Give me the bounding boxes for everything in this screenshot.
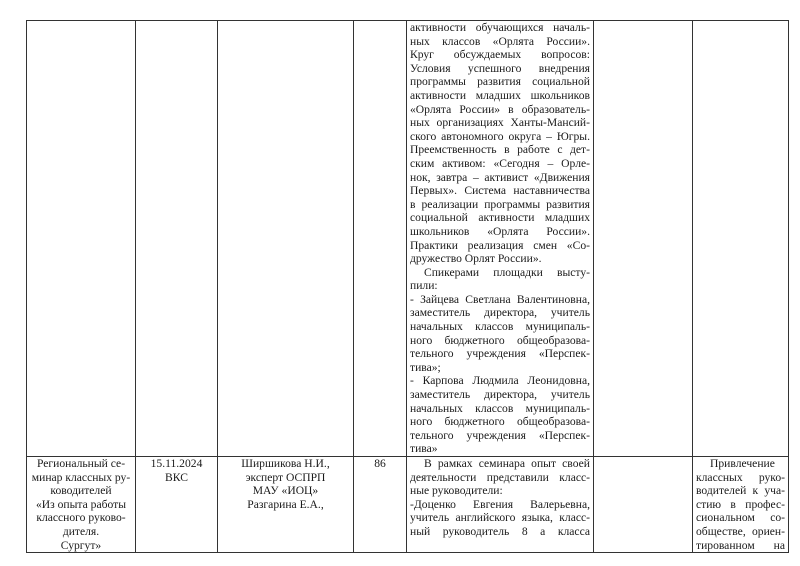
text-line: дителя. bbox=[62, 524, 100, 538]
text-line: Разгарина Е.А., bbox=[247, 497, 324, 511]
text-line: классного руково- bbox=[36, 511, 126, 525]
text-line: минар классных ру- bbox=[31, 470, 131, 484]
cell-date bbox=[136, 21, 218, 457]
cell-result bbox=[693, 457, 789, 553]
table-row bbox=[27, 21, 789, 457]
text-line: «Из опыта работы bbox=[35, 497, 127, 511]
text-line: ный руководитель 8 а класса bbox=[410, 524, 590, 538]
text-line: ных организациях Ханты-Мансий- bbox=[410, 116, 590, 130]
text-line: Региональный се- bbox=[36, 457, 126, 470]
text-line: активности младших школьников bbox=[410, 88, 590, 102]
cell-participants bbox=[354, 457, 407, 553]
text-line: Круг обсуждаемых вопросов: bbox=[410, 48, 590, 62]
content-lines bbox=[410, 21, 590, 456]
text-line: «Орлята России» в образователь- bbox=[410, 102, 590, 116]
cell-content bbox=[407, 21, 594, 457]
text-line: В рамках семинара опыт своей bbox=[424, 457, 590, 470]
participants-count: 86 bbox=[374, 457, 386, 470]
text-line: ководителей bbox=[50, 484, 112, 498]
text-line: ского автономного округа – Югры. bbox=[410, 129, 590, 143]
text-line: - Карпова Людмила Леонидовна, bbox=[410, 374, 590, 388]
events-table bbox=[26, 20, 789, 553]
text-line: Условия успешного внедрения bbox=[410, 61, 590, 75]
text-line: Практики реализация смен «Со- bbox=[410, 238, 590, 252]
cell-organizers bbox=[218, 457, 354, 553]
text-line: нок, завтра – активист «Движения bbox=[410, 170, 590, 184]
text-line: 15.11.2024 bbox=[150, 457, 203, 470]
text-line: водителей к уча- bbox=[696, 484, 785, 498]
cell-empty bbox=[594, 21, 693, 457]
text-line: Привлечение bbox=[710, 457, 775, 470]
text-line: активности обучающихся началь- bbox=[410, 21, 590, 34]
text-line: МАУ «ИОЦ» bbox=[252, 484, 319, 498]
text-line: пили: bbox=[410, 279, 438, 293]
text-line: в реализации программы развития bbox=[410, 197, 590, 211]
text-line: Первых». Система наставничества bbox=[410, 184, 590, 198]
text-line: начальных классов муниципаль- bbox=[410, 401, 590, 415]
cell-date bbox=[136, 457, 218, 553]
text-line: обществе, ориен- bbox=[696, 524, 785, 538]
cell-result bbox=[693, 21, 789, 457]
text-line: сиональном со- bbox=[696, 511, 785, 525]
text-line: тельного учреждения «Перспек- bbox=[410, 428, 590, 442]
text-line: ных классов «Орлята России». bbox=[410, 34, 590, 48]
text-line: социальной активности младших bbox=[410, 211, 590, 225]
cell-content bbox=[407, 457, 594, 553]
text-line: ВКС bbox=[165, 470, 188, 484]
text-line: - Зайцева Светлана Валентиновна, bbox=[410, 292, 590, 306]
text-line: программы развития социальной bbox=[410, 75, 590, 89]
text-line: эксперт ОСПРП bbox=[245, 470, 326, 484]
cell-empty bbox=[594, 457, 693, 553]
text-line: Ширшикова Н.И., bbox=[241, 457, 330, 470]
text-line: учитель английского языка, класс- bbox=[410, 511, 590, 525]
text-line: тированном на bbox=[696, 538, 785, 552]
text-line: деятельности представили класс- bbox=[410, 470, 590, 484]
text-line: тива»; bbox=[410, 360, 441, 374]
text-line: классных руко- bbox=[696, 470, 785, 484]
text-line: заместитель директора, учитель bbox=[410, 306, 590, 320]
text-line: Преемственность в работе с дет- bbox=[410, 143, 590, 157]
text-line: ного бюджетного общеобразова- bbox=[410, 415, 590, 429]
text-line: тива» bbox=[410, 442, 438, 456]
text-line: ским активом: «Сегодня – Орле- bbox=[410, 156, 590, 170]
text-line: -Доценко Евгения Валерьевна, bbox=[410, 497, 590, 511]
text-line: начальных классов муниципаль- bbox=[410, 320, 590, 334]
text-line: Сургут» bbox=[60, 538, 102, 552]
text-line: Спикерами площадки высту- bbox=[424, 265, 590, 279]
text-line: стию в профес- bbox=[696, 497, 785, 511]
table-row bbox=[27, 457, 789, 553]
text-line: ные руководители: bbox=[410, 484, 503, 498]
text-line: школьников «Орлята России». bbox=[410, 224, 590, 238]
cell-event bbox=[27, 21, 136, 457]
cell-organizers bbox=[218, 21, 354, 457]
text-line: тельного учреждения «Перспек- bbox=[410, 347, 590, 361]
cell-participants bbox=[354, 21, 407, 457]
cell-event bbox=[27, 457, 136, 553]
text-line: дружество Орлят России». bbox=[410, 252, 542, 266]
text-line: заместитель директора, учитель bbox=[410, 388, 590, 402]
text-line: ного бюджетного общеобразова- bbox=[410, 333, 590, 347]
